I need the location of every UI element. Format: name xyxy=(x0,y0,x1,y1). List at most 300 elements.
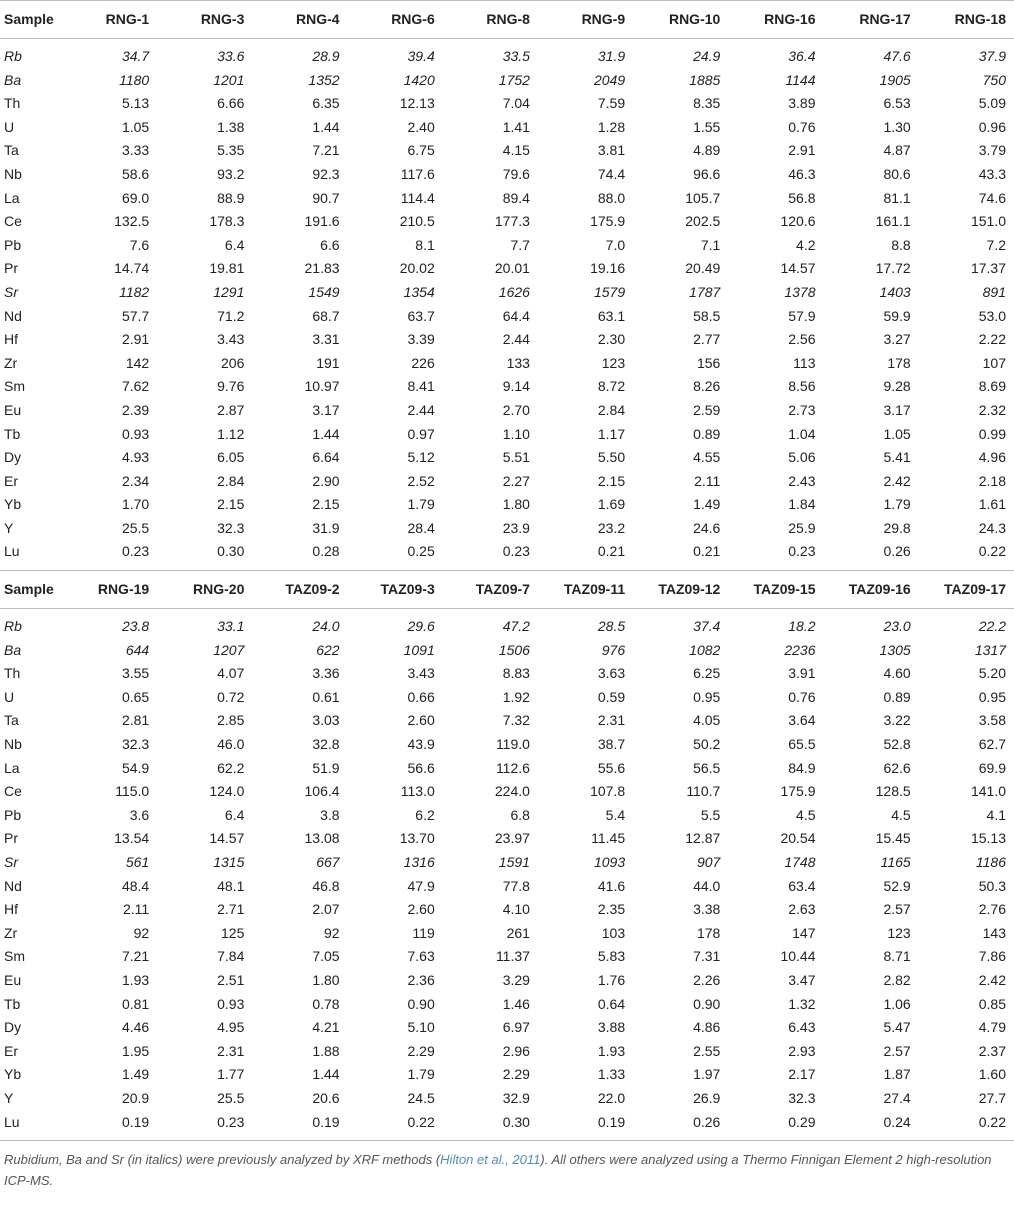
table-cell: 114.4 xyxy=(400,189,435,206)
table-cell: 2.56 xyxy=(788,331,816,348)
table-cell: 1354 xyxy=(403,283,435,300)
table-cell: 6.4 xyxy=(224,236,245,253)
table-cell: 2.31 xyxy=(597,712,626,729)
table-cell: 1165 xyxy=(880,854,911,870)
table-cell: 3.6 xyxy=(129,806,150,823)
element-label: Pb xyxy=(4,236,22,253)
table-cell: 56.6 xyxy=(407,759,435,776)
table-cell: 4.05 xyxy=(693,712,721,729)
table-row xyxy=(0,804,1014,828)
table-cell: 46.0 xyxy=(217,736,245,753)
table-row xyxy=(0,45,1014,69)
table-cell: 0.21 xyxy=(597,543,626,560)
table-cell: 8.69 xyxy=(978,378,1006,395)
table-cell: 2.15 xyxy=(312,496,340,513)
table-cell: 7.59 xyxy=(597,95,626,112)
table-cell: 0.26 xyxy=(693,1113,721,1130)
table-cell: 28.4 xyxy=(407,519,435,536)
sample-id-header: RNG-17 xyxy=(859,11,911,27)
table-cell: 124.0 xyxy=(209,783,245,800)
table-cell: 5.13 xyxy=(121,95,150,112)
table-cell: 119.0 xyxy=(495,736,530,753)
table-cell: 48.4 xyxy=(121,877,150,894)
element-label: Sm xyxy=(4,378,25,395)
table-cell: 143 xyxy=(982,924,1006,941)
table-cell: 96.6 xyxy=(693,165,721,182)
table-cell: 93.2 xyxy=(217,165,245,182)
sample-id-header: RNG-3 xyxy=(200,11,245,27)
table-cell: 4.1 xyxy=(986,806,1006,823)
table-cell: 3.47 xyxy=(788,971,816,988)
element-label: La xyxy=(4,759,20,776)
table-cell: 117.6 xyxy=(400,165,435,182)
table-cell: 133 xyxy=(506,354,530,371)
table-cell: 4.93 xyxy=(121,449,150,466)
table-cell: 1.44 xyxy=(312,1066,340,1083)
table-cell: 0.95 xyxy=(693,688,721,705)
table-cell: 12.87 xyxy=(685,830,721,847)
table-cell: 1.93 xyxy=(121,971,150,988)
table-cell: 2.11 xyxy=(694,472,721,489)
element-label: Tb xyxy=(4,425,21,442)
table-cell: 103 xyxy=(601,924,626,941)
table-cell: 2.73 xyxy=(788,401,816,418)
table-cell: 4.95 xyxy=(217,1019,245,1036)
table-cell: 0.90 xyxy=(693,995,721,1012)
table-cell: 56.5 xyxy=(693,759,721,776)
table-cell: 5.06 xyxy=(788,449,816,466)
table-cell: 3.64 xyxy=(788,712,816,729)
table-cell: 891 xyxy=(982,283,1006,300)
table-cell: 4.21 xyxy=(312,1019,340,1036)
table-cell: 1315 xyxy=(213,854,245,870)
table-cell: 178 xyxy=(887,354,911,371)
table-cell: 47.9 xyxy=(407,877,435,894)
table-cell: 46.3 xyxy=(788,165,816,182)
table-cell: 4.89 xyxy=(693,142,721,159)
table-cell: 1.97 xyxy=(693,1066,721,1083)
table-cell: 6.75 xyxy=(407,142,435,159)
table-cell: 23.97 xyxy=(494,830,530,847)
table-cell: 1207 xyxy=(213,641,245,658)
element-label: Er xyxy=(4,1042,18,1059)
table-row xyxy=(0,1016,1014,1040)
table-cell: 24.0 xyxy=(312,618,340,635)
table-cell: 2.96 xyxy=(502,1042,530,1059)
table-cell: 2.27 xyxy=(502,472,530,489)
table-cell: 156 xyxy=(696,354,721,371)
table-cell: 4.07 xyxy=(217,665,245,682)
table-cell: 1.60 xyxy=(978,1066,1006,1083)
table-cell: 1091 xyxy=(403,641,435,658)
table-cell: 2.81 xyxy=(121,712,150,729)
table-cell: 4.2 xyxy=(796,236,816,253)
table-cell: 28.9 xyxy=(312,48,340,64)
table-cell: 1752 xyxy=(498,71,530,88)
element-label: Yb xyxy=(4,496,22,513)
table-cell: 976 xyxy=(601,641,626,658)
table-cell: 0.99 xyxy=(978,425,1006,442)
table-cell: 3.36 xyxy=(312,665,340,682)
table-row xyxy=(0,945,1014,969)
element-label: Dy xyxy=(4,449,22,466)
table-cell: 8.56 xyxy=(788,378,816,395)
table-cell: 1.49 xyxy=(693,496,721,513)
table-cell: 7.31 xyxy=(693,948,721,965)
table-cell: 8.1 xyxy=(415,236,435,253)
table-row xyxy=(0,686,1014,710)
table-cell: 2.26 xyxy=(693,971,721,988)
element-label: Eu xyxy=(4,971,22,988)
element-label: Pr xyxy=(4,260,18,277)
table-cell: 32.3 xyxy=(121,736,150,753)
table-cell: 6.53 xyxy=(883,95,911,112)
table-cell: 10.44 xyxy=(780,948,816,965)
table-row xyxy=(0,540,1014,564)
table-cell: 0.76 xyxy=(788,688,816,705)
table-cell: 69.0 xyxy=(121,189,150,206)
table-cell: 10.97 xyxy=(304,378,340,395)
table-cell: 1.80 xyxy=(502,496,530,513)
table-cell: 4.15 xyxy=(502,142,530,159)
table-cell: 3.91 xyxy=(788,665,816,682)
element-label: Nb xyxy=(4,736,22,753)
table-cell: 2.18 xyxy=(978,472,1006,489)
table-cell: 1291 xyxy=(213,283,245,300)
table-cell: 7.1 xyxy=(700,236,721,253)
table-cell: 142 xyxy=(125,354,150,371)
table-cell: 0.23 xyxy=(217,1113,245,1130)
table-row xyxy=(0,969,1014,993)
table-row xyxy=(0,139,1014,163)
table-cell: 0.29 xyxy=(788,1113,816,1130)
table-cell: 1305 xyxy=(879,641,911,658)
sample-id-header: RNG-1 xyxy=(105,11,150,27)
table-cell: 19.16 xyxy=(590,260,626,277)
table-cell: 11.37 xyxy=(495,948,530,965)
table-cell: 1.38 xyxy=(217,118,245,135)
table-cell: 37.9 xyxy=(978,48,1006,64)
table-cell: 17.37 xyxy=(970,260,1006,277)
table-cell: 1.69 xyxy=(597,496,626,513)
table-cell: 161.1 xyxy=(875,213,911,230)
table-cell: 1378 xyxy=(784,283,816,300)
table-cell: 119 xyxy=(412,924,435,941)
table-cell: 1.10 xyxy=(502,425,530,442)
element-label: Rb xyxy=(4,618,22,635)
table-cell: 2.91 xyxy=(121,331,150,348)
element-label: Hf xyxy=(4,901,18,918)
table-cell: 0.21 xyxy=(693,543,721,560)
table-cell: 0.81 xyxy=(121,995,150,1012)
table-cell: 6.66 xyxy=(217,95,245,112)
table-cell: 6.05 xyxy=(217,449,245,466)
table-cell: 92 xyxy=(133,924,150,941)
table-cell: 261 xyxy=(506,924,530,941)
table-cell: 2.42 xyxy=(883,472,911,489)
table-cell: 33.5 xyxy=(502,48,530,64)
table-row xyxy=(0,1063,1014,1087)
table-cell: 206 xyxy=(221,354,245,371)
table-cell: 21.83 xyxy=(304,260,340,277)
table-cell: 3.33 xyxy=(121,142,150,159)
table-cell: 64.4 xyxy=(502,307,530,324)
table-cell: 5.41 xyxy=(883,449,911,466)
table-row xyxy=(0,517,1014,541)
table-cell: 2.15 xyxy=(217,496,245,513)
table-cell: 25.5 xyxy=(121,519,150,536)
table-cell: 4.87 xyxy=(883,142,911,159)
table-cell: 9.14 xyxy=(502,378,530,395)
table-cell: 2.36 xyxy=(407,971,435,988)
sample-id-header: TAZ09-12 xyxy=(658,581,721,598)
table-cell: 39.4 xyxy=(407,48,435,64)
element-label: Nd xyxy=(4,307,22,324)
table-cell: 1.95 xyxy=(121,1042,150,1059)
table-cell: 2.51 xyxy=(217,971,245,988)
table-cell: 18.2 xyxy=(788,618,816,635)
table-cell: 107 xyxy=(982,354,1006,371)
table-row xyxy=(0,662,1014,686)
table-cell: 9.28 xyxy=(883,378,911,395)
table-cell: 0.85 xyxy=(978,995,1006,1012)
table-cell: 62.7 xyxy=(978,736,1006,753)
table-cell: 3.17 xyxy=(883,401,911,418)
table-cell: 17.72 xyxy=(875,260,911,277)
table-cell: 2.39 xyxy=(121,401,150,418)
table-cell: 1.84 xyxy=(788,496,816,513)
table-cell: 2.82 xyxy=(883,971,911,988)
table-cell: 7.21 xyxy=(312,142,340,159)
sample-id-header: TAZ09-3 xyxy=(380,581,435,598)
table-cell: 6.8 xyxy=(510,806,530,823)
table-cell: 15.13 xyxy=(970,830,1006,847)
table-cell: 175.9 xyxy=(590,213,626,230)
table-cell: 41.6 xyxy=(597,877,626,894)
table-cell: 3.39 xyxy=(407,331,435,348)
table-cell: 57.9 xyxy=(788,307,816,324)
table-cell: 54.9 xyxy=(121,759,150,776)
table-cell: 191.6 xyxy=(304,213,340,230)
table-cell: 6.35 xyxy=(312,95,340,112)
table-cell: 0.22 xyxy=(978,543,1006,560)
table-cell: 25.5 xyxy=(217,1089,245,1106)
table-cell: 1082 xyxy=(689,641,721,658)
table-cell: 31.9 xyxy=(597,48,626,64)
table-cell: 57.7 xyxy=(121,307,150,324)
element-label: Sr xyxy=(4,854,18,870)
table-cell: 2236 xyxy=(784,641,816,658)
table-cell: 210.5 xyxy=(399,213,435,230)
element-label: Nd xyxy=(4,877,22,894)
table-cell: 1.30 xyxy=(883,118,911,135)
table-cell: 3.29 xyxy=(502,971,530,988)
table-cell: 2.44 xyxy=(407,401,435,418)
table-cell: 141.0 xyxy=(970,783,1006,800)
table-cell: 2049 xyxy=(593,71,626,88)
table-row xyxy=(0,328,1014,352)
sample-id-header: TAZ09-15 xyxy=(753,581,816,598)
table-cell: 3.17 xyxy=(312,401,340,418)
table-cell: 2.60 xyxy=(407,712,435,729)
table-cell: 2.60 xyxy=(407,901,435,918)
table-cell: 27.7 xyxy=(978,1089,1006,1106)
table-cell: 2.42 xyxy=(978,971,1006,988)
table-cell: 2.57 xyxy=(883,1042,911,1059)
table-cell: 33.6 xyxy=(217,48,245,64)
table-cell: 5.10 xyxy=(407,1019,435,1036)
table-cell: 24.3 xyxy=(978,519,1006,536)
footnote-text: Rubidium, Ba and Sr (in italics) were previously analyzed by XRF methods ( xyxy=(4,1152,441,1168)
table-cell: 113.0 xyxy=(400,783,435,800)
table-cell: 1748 xyxy=(784,854,816,870)
table-cell: 47.2 xyxy=(502,618,530,635)
table-cell: 2.11 xyxy=(122,901,150,918)
table-cell: 24.6 xyxy=(693,519,721,536)
table-cell: 2.52 xyxy=(407,472,435,489)
table-cell: 53.0 xyxy=(978,307,1006,324)
table-cell: 191 xyxy=(316,354,340,371)
table-cell: 2.17 xyxy=(788,1066,816,1083)
header-row xyxy=(0,571,1014,609)
table-cell: 3.79 xyxy=(978,142,1006,159)
table-cell: 107.8 xyxy=(590,783,626,800)
element-label: Th xyxy=(4,665,21,682)
table-cell: 113 xyxy=(793,354,816,371)
table-cell: 31.9 xyxy=(312,519,340,536)
table-cell: 151.0 xyxy=(970,213,1006,230)
table-cell: 56.8 xyxy=(788,189,816,206)
table-cell: 1.06 xyxy=(883,995,911,1012)
table-cell: 667 xyxy=(316,854,340,870)
sample-id-header: RNG-8 xyxy=(486,11,530,27)
sample-id-header: TAZ09-7 xyxy=(475,581,530,598)
table-cell: 5.20 xyxy=(978,665,1006,682)
table-cell: 6.25 xyxy=(693,665,721,682)
table-cell: 1420 xyxy=(403,71,435,88)
table-cell: 92 xyxy=(323,924,340,941)
table-cell: 120.6 xyxy=(780,213,816,230)
table-cell: 2.44 xyxy=(502,331,530,348)
table-cell: 23.8 xyxy=(121,618,150,635)
table-cell: 907 xyxy=(696,854,721,870)
element-label: Nb xyxy=(4,165,22,182)
table-cell: 88.0 xyxy=(597,189,626,206)
table-cell: 0.61 xyxy=(312,688,340,705)
table-cell: 0.66 xyxy=(407,688,435,705)
table-cell: 43.3 xyxy=(978,165,1006,182)
table-row xyxy=(0,827,1014,851)
table-row xyxy=(0,305,1014,329)
table-cell: 27.4 xyxy=(883,1089,911,1106)
element-label: Ce xyxy=(4,213,22,230)
table-cell: 2.76 xyxy=(978,901,1006,918)
table-cell: 3.8 xyxy=(320,806,340,823)
table-cell: 80.6 xyxy=(883,165,911,182)
table-cell: 5.4 xyxy=(605,806,626,823)
table-cell: 3.43 xyxy=(217,331,245,348)
table-row xyxy=(0,257,1014,281)
table-cell: 1.88 xyxy=(312,1042,340,1059)
table-cell: 3.89 xyxy=(788,95,816,112)
element-label: Ta xyxy=(4,142,19,159)
table-cell: 2.90 xyxy=(312,472,340,489)
table-cell: 0.30 xyxy=(502,1113,530,1130)
table-row xyxy=(0,851,1014,875)
table-cell: 4.5 xyxy=(796,806,816,823)
table-cell: 1.32 xyxy=(788,995,816,1012)
table-row xyxy=(0,187,1014,211)
table-cell: 0.30 xyxy=(217,543,245,560)
table-cell: 202.5 xyxy=(685,213,721,230)
table-row xyxy=(0,993,1014,1017)
table-cell: 0.19 xyxy=(312,1113,340,1130)
table-cell: 32.9 xyxy=(502,1089,530,1106)
element-label: U xyxy=(4,688,15,705)
table-cell: 1.70 xyxy=(121,496,150,513)
table-cell: 1.92 xyxy=(502,688,530,705)
table-row xyxy=(0,757,1014,781)
table-cell: 105.7 xyxy=(685,189,721,206)
table-cell: 1182 xyxy=(119,283,150,300)
table-cell: 175.9 xyxy=(780,783,816,800)
table-cell: 1.55 xyxy=(693,118,721,135)
table-cell: 63.4 xyxy=(788,877,816,894)
table-cell: 2.85 xyxy=(217,712,245,729)
table-cell: 32.8 xyxy=(312,736,340,753)
table-cell: 3.88 xyxy=(597,1019,626,1036)
table-cell: 4.96 xyxy=(978,449,1006,466)
table-cell: 3.81 xyxy=(597,142,626,159)
table-cell: 0.19 xyxy=(121,1113,150,1130)
table-cell: 34.7 xyxy=(121,48,150,64)
table-row xyxy=(0,399,1014,423)
table-cell: 0.25 xyxy=(407,543,435,560)
table-cell: 20.49 xyxy=(685,260,721,277)
table-cell: 0.93 xyxy=(121,425,150,442)
table-cell: 7.21 xyxy=(121,948,150,965)
element-label: U xyxy=(4,118,15,135)
element-label: Ba xyxy=(4,641,22,658)
table-cell: 622 xyxy=(316,641,340,658)
table-cell: 1201 xyxy=(213,71,245,88)
table-row xyxy=(0,493,1014,517)
table-cell: 51.9 xyxy=(312,759,340,776)
table-cell: 68.7 xyxy=(312,307,340,324)
table-row xyxy=(0,375,1014,399)
table-cell: 6.43 xyxy=(788,1019,816,1036)
table-cell: 1.46 xyxy=(502,995,530,1012)
table-cell: 0.93 xyxy=(217,995,245,1012)
table-row xyxy=(0,423,1014,447)
table-cell: 47.6 xyxy=(883,48,911,64)
table-cell: 2.40 xyxy=(407,118,435,135)
element-label: Lu xyxy=(4,1113,20,1130)
table-cell: 224.0 xyxy=(494,783,530,800)
element-label: Ta xyxy=(4,712,19,729)
element-label: Ba xyxy=(4,71,22,88)
table-cell: 2.34 xyxy=(121,472,150,489)
element-label: Y xyxy=(4,519,14,536)
table-cell: 20.02 xyxy=(399,260,435,277)
table-row xyxy=(0,615,1014,639)
table-cell: 1.77 xyxy=(217,1066,245,1083)
table-cell: 14.74 xyxy=(114,260,150,277)
table-cell: 20.6 xyxy=(312,1089,340,1106)
footnote-citation-link[interactable]: Hilton et al., 2011 xyxy=(440,1152,541,1168)
table-cell: 0.64 xyxy=(597,995,626,1012)
table-cell: 69.9 xyxy=(978,759,1006,776)
